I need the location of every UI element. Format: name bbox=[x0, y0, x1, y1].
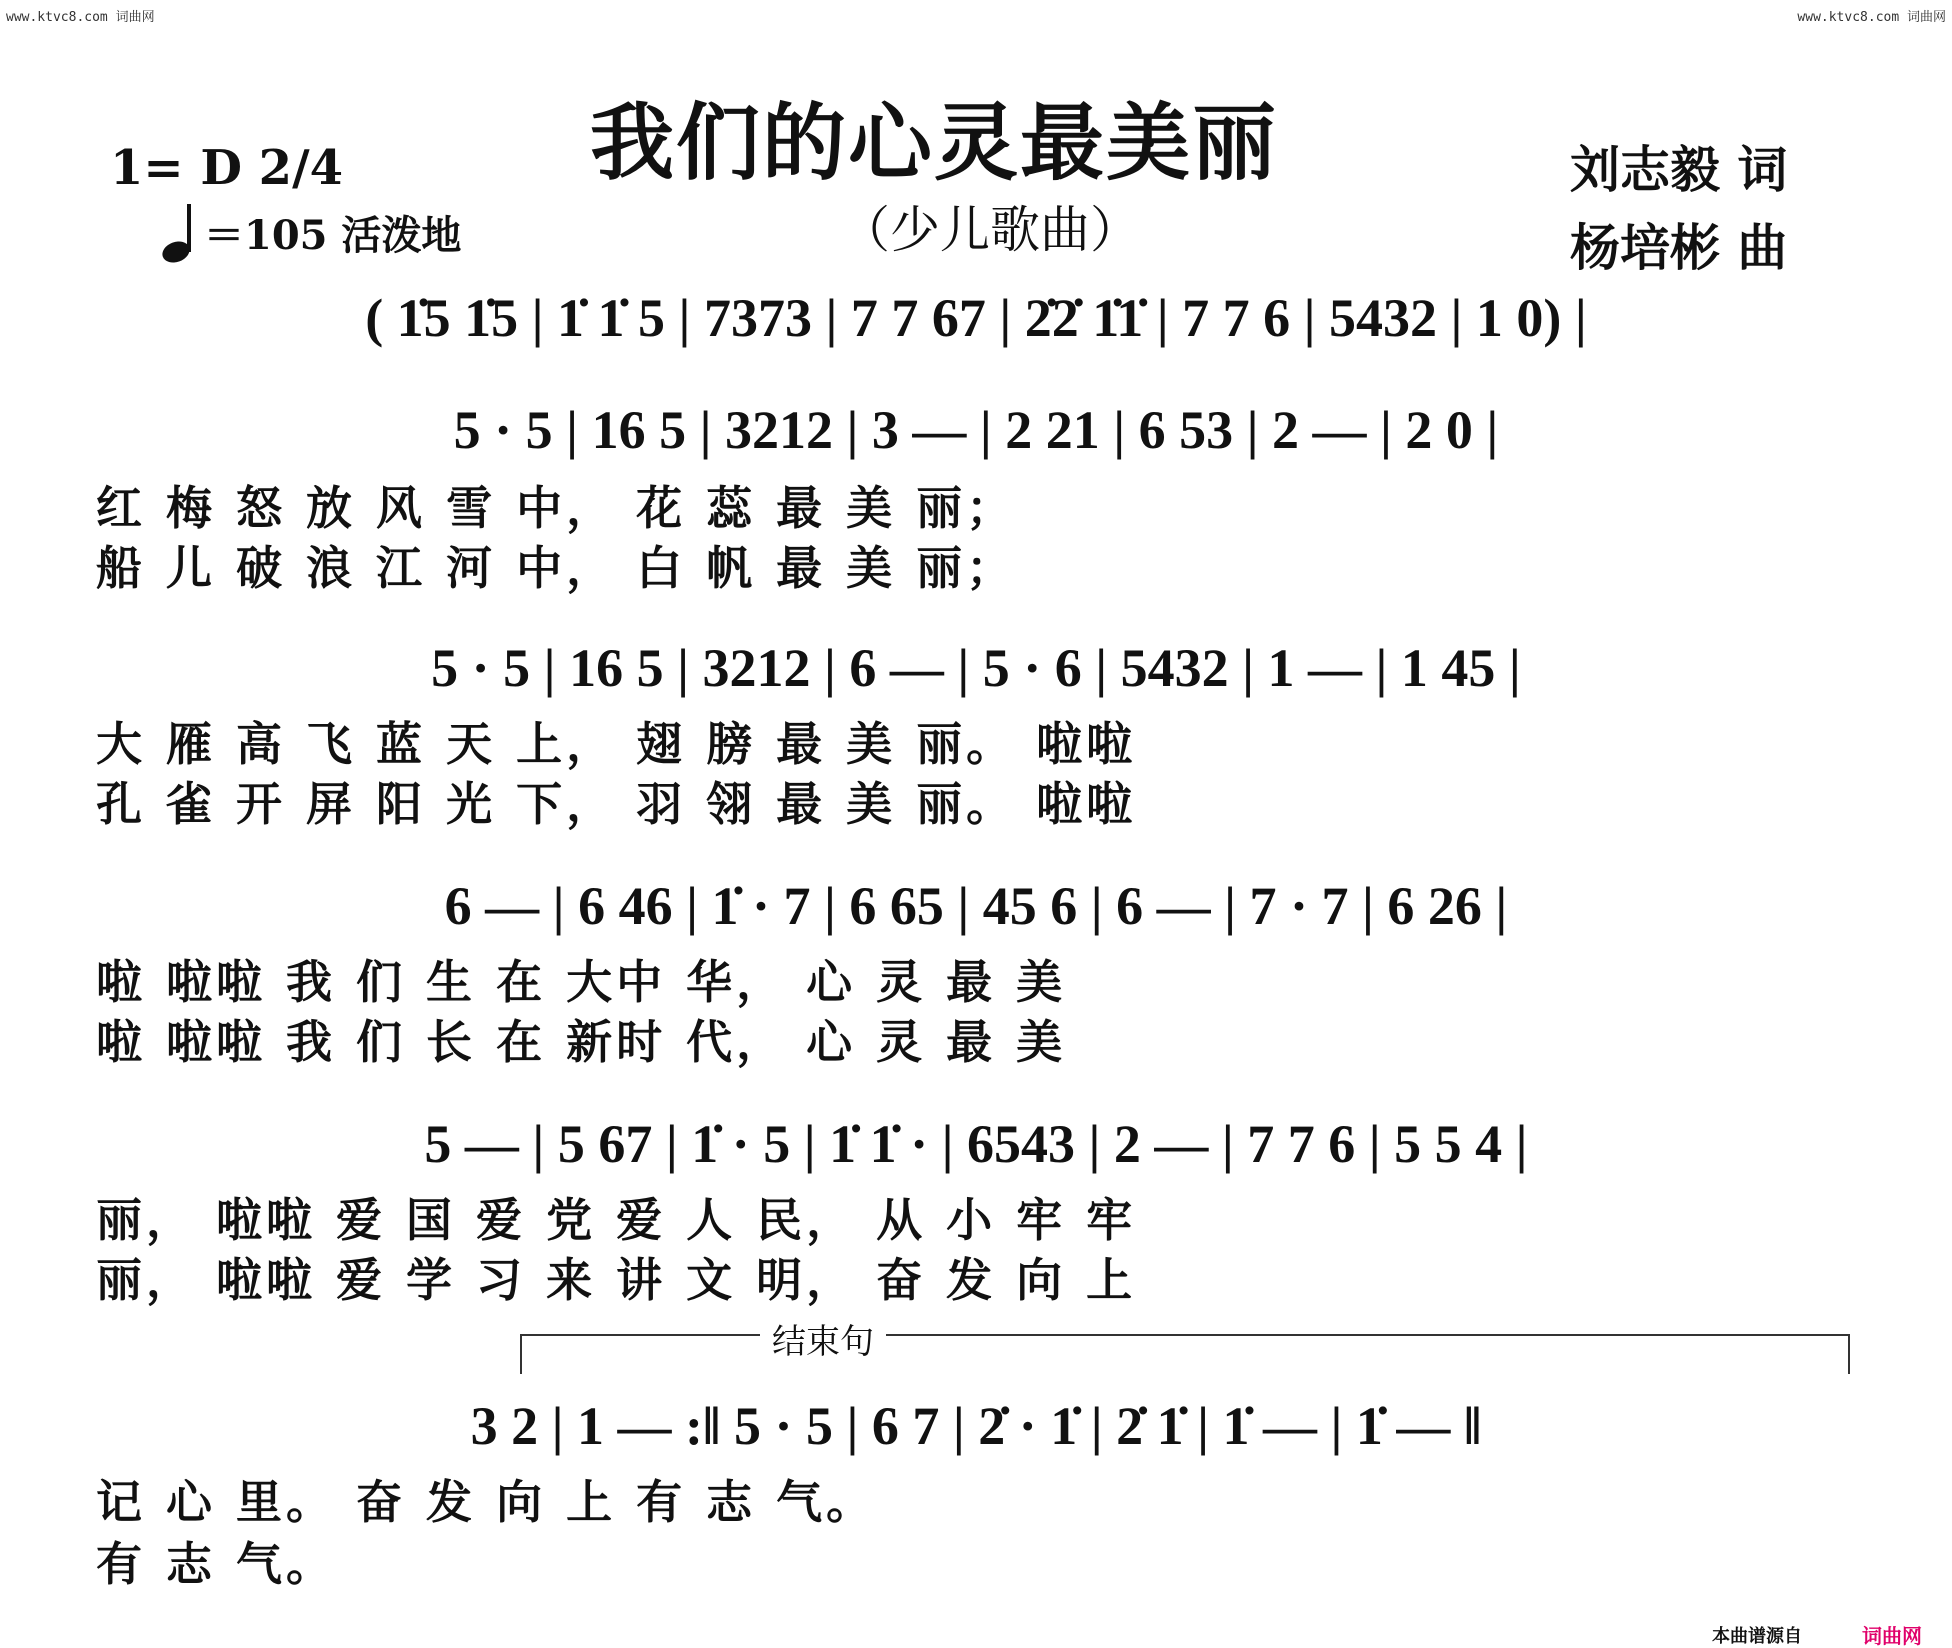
lyric-text: 记 心 里。 奋 发 向 上 有 志 气。 bbox=[96, 1475, 877, 1529]
watermark-left: www.ktvc8.com 词曲网 bbox=[6, 10, 155, 25]
ending-bracket bbox=[520, 1320, 1850, 1362]
lyric-text: 孔 雀 开 屏 阳 光 下， 羽 翎 最 美 丽。 啦啦 bbox=[96, 777, 1137, 831]
lyric-line-4-verse-1 bbox=[96, 1184, 1856, 1250]
ending-label: 结束句 bbox=[760, 1314, 886, 1363]
tempo-marking bbox=[160, 200, 461, 264]
lyricist-credit: 刘志毅 词 bbox=[1570, 140, 1788, 199]
lyric-text: 啦 啦啦 我 们 生 在 大中 华， 心 灵 最 美 bbox=[96, 955, 1067, 1009]
quarter-note-icon bbox=[160, 200, 204, 264]
notation-text: 6 — | 6 46 | 1̇ · 7 | 6 65 | 45 6 | 6 — | 7 · 7 | 6 26 | bbox=[444, 876, 1508, 936]
lyric-line-5-verse-1 bbox=[96, 1466, 1856, 1532]
lyric-line-1-verse-1 bbox=[96, 472, 1856, 538]
lyric-text: 船 儿 破 浪 江 河 中， 白 帆 最 美 丽； bbox=[96, 541, 1017, 595]
lyric-line-4-verse-2 bbox=[96, 1244, 1856, 1310]
ending-line bbox=[520, 1334, 1850, 1336]
lyric-line-2-verse-1 bbox=[96, 708, 1856, 774]
notation-line-4 bbox=[96, 1104, 1856, 1184]
lyric-text: 啦 啦啦 我 们 长 在 新时 代， 心 灵 最 美 bbox=[96, 1015, 1067, 1069]
lyric-text: 丽， 啦啦 爱 学 习 来 讲 文 明， 奋 发 向 上 bbox=[96, 1253, 1137, 1307]
ending-right-tick bbox=[1848, 1334, 1850, 1374]
lyric-line-3-verse-2 bbox=[96, 1006, 1856, 1072]
lyric-line-1-verse-2 bbox=[96, 532, 1856, 598]
key-signature: 1= D 2/4 bbox=[110, 140, 343, 196]
lyric-text: 丽， 啦啦 爱 国 爱 党 爱 人 民， 从 小 牢 牢 bbox=[96, 1193, 1137, 1247]
lyric-line-3-verse-1 bbox=[96, 946, 1856, 1012]
song-subtitle: （少儿歌曲） bbox=[840, 201, 1140, 259]
tempo-text: ＝105 活泼地 bbox=[204, 211, 462, 259]
notation-text: ( 1̇5 1̇5 | 1̇ 1̇ 5 | 7373 | 7 7 67 | 2̇2̇ 1̇1̇ | 7 7 6 | 5432 | 1 0) | bbox=[365, 288, 1587, 348]
song-title: 我们的心灵最美丽 bbox=[590, 93, 1279, 192]
lyric-text: 大 雁 高 飞 蓝 天 上， 翅 膀 最 美 丽。 啦啦 bbox=[96, 717, 1137, 771]
watermark-right: www.ktvc8.com 词曲网 bbox=[1797, 10, 1946, 25]
notation-line-2 bbox=[96, 628, 1856, 708]
footer-source-text: 本曲谱源自 bbox=[1712, 1626, 1802, 1647]
lyric-line-2-verse-2 bbox=[96, 768, 1856, 834]
notation-line-3 bbox=[96, 866, 1856, 946]
lyric-line-5-verse-2 bbox=[96, 1528, 1856, 1594]
notation-text: 3 2 | 1 — :‖ 5 · 5 | 6 7 | 2̇ · 1̇ | 2̇ 1̇ | 1̇ — | 1̇ — ‖ bbox=[470, 1396, 1482, 1456]
notation-line-intro bbox=[96, 278, 1856, 358]
notation-text: 5 — | 5 67 | 1̇ · 5 | 1̇ 1̇ · | 6543 | 2 — | 7 7 6 | 5 5 4 | bbox=[424, 1114, 1528, 1174]
footer-site-logo[interactable]: 词曲网 bbox=[1862, 1624, 1922, 1648]
lyric-text: 有 志 气。 bbox=[96, 1537, 337, 1591]
lyric-text: 红 梅 怒 放 风 雪 中， 花 蕊 最 美 丽； bbox=[96, 481, 1017, 535]
notation-text: 5 · 5 | 16 5 | 3212 | 6 — | 5 · 6 | 5432 | 1 — | 1 45 | bbox=[431, 638, 1521, 698]
composer-credit: 杨培彬 曲 bbox=[1570, 218, 1788, 277]
ending-left-tick bbox=[520, 1334, 522, 1374]
notation-line-1 bbox=[96, 390, 1856, 470]
notation-text: 5 · 5 | 16 5 | 3212 | 3 — | 2 21 | 6 53 | 2 — | 2 0 | bbox=[453, 400, 1499, 460]
notation-line-5 bbox=[96, 1386, 1856, 1466]
